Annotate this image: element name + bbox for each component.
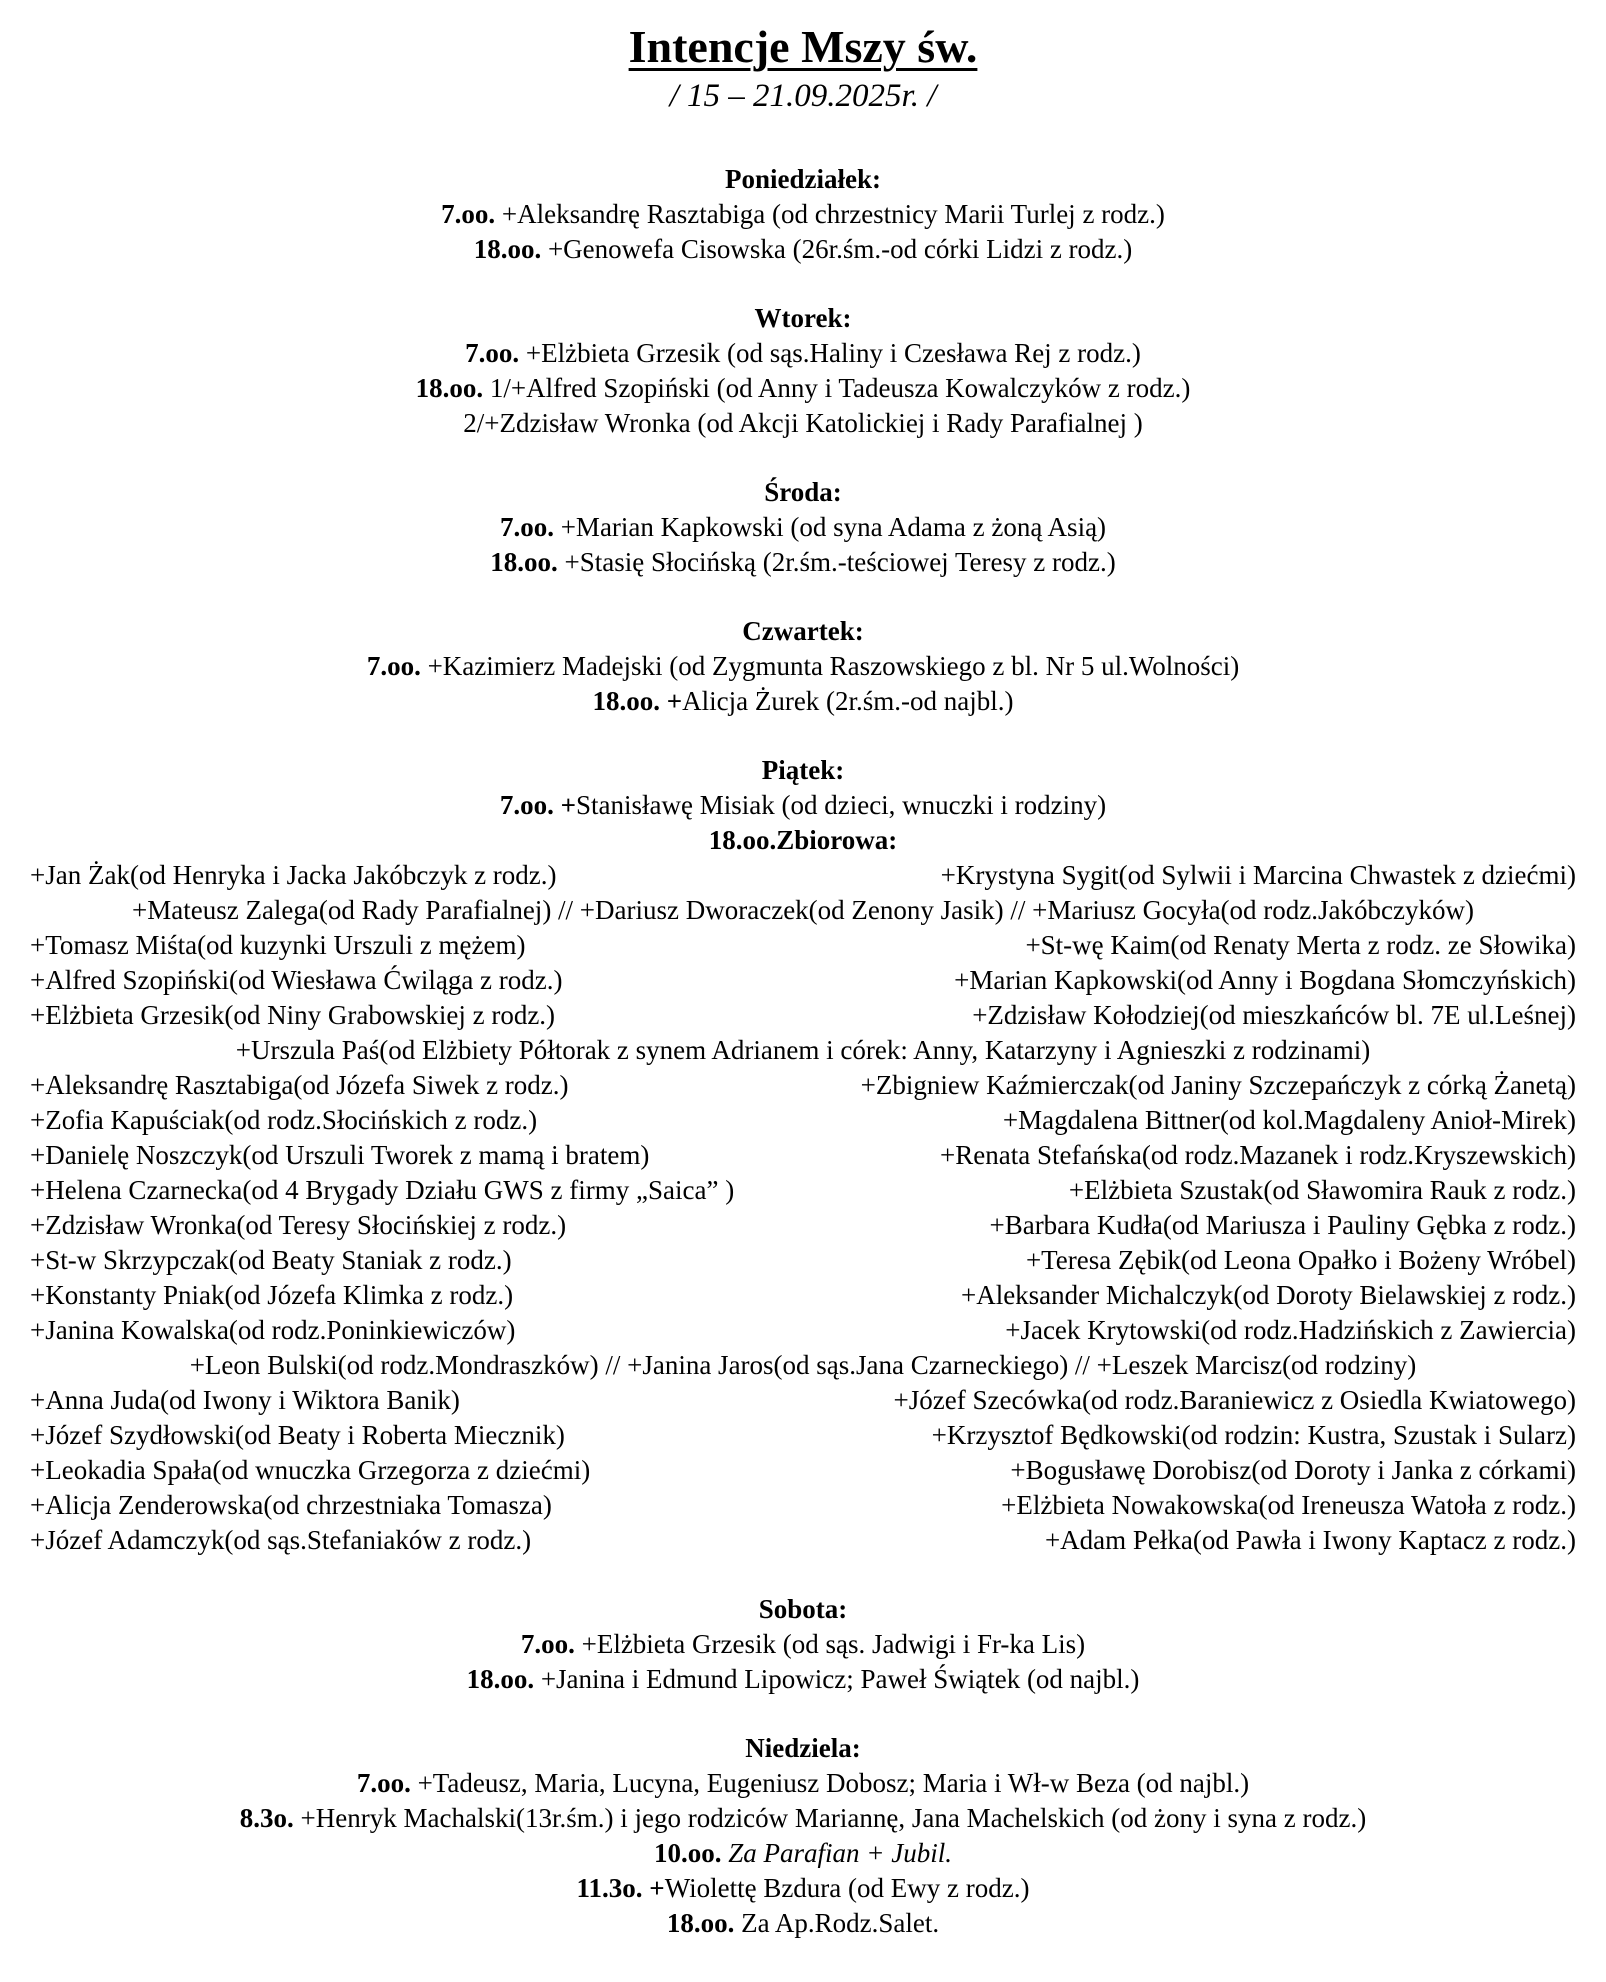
intention-text-right: +Jacek Krytowski(od rodz.Hadzińskich z Zawiercia) bbox=[1005, 1315, 1576, 1345]
intention-text-right: +Adam Pełka(od Pawła i Iwony Kaptacz z rodz.) bbox=[1044, 1525, 1576, 1555]
mass-entry: 7.oo. +Marian Kapkowski (od syna Adama z żoną Asią) bbox=[499, 512, 1107, 542]
day-heading-monday: Poniedziałek: bbox=[725, 164, 881, 194]
collective-intention-row bbox=[0, 998, 1606, 1033]
intention-text-left: +Danielę Noszczyk(od Urszuli Tworek z mamą i bratem) bbox=[30, 1140, 650, 1170]
intention-text-right: +Marian Kapkowski(od Anny i Bogdana Słomczyńskich) bbox=[954, 965, 1576, 995]
intention-text-left: +Alicja Zenderowska(od chrzestniaka Tomasza) bbox=[30, 1490, 552, 1520]
mass-entry: 7.oo. +Kazimierz Madejski (od Zygmunta Raszowskiego z bl. Nr 5 ul.Wolności) bbox=[366, 651, 1240, 681]
intention-text-left: +St-w Skrzypczak(od Beaty Staniak z rodz.) bbox=[30, 1245, 512, 1275]
page-title: Intencje Mszy św. bbox=[628, 21, 978, 72]
collective-intention-row bbox=[0, 928, 1606, 963]
mass-entry: 18.oo. Za Ap.Rodz.Salet. bbox=[666, 1908, 940, 1938]
collective-intention-row bbox=[0, 1383, 1606, 1418]
intention-text-right: +Aleksander Michalczyk(od Doroty Bielawskiej z rodz.) bbox=[960, 1280, 1576, 1310]
mass-entry: 18.oo. +Janina i Edmund Lipowicz; Paweł Świątek (od najbl.) bbox=[466, 1664, 1140, 1694]
collective-intention-row bbox=[0, 1033, 1606, 1068]
day-heading-wednesday: Środa: bbox=[764, 477, 842, 507]
intention-text: +Urszula Paś(od Elżbiety Półtorak z synem Adrianem i córek: Anny, Katarzyny i Agnieszki z rodzinami) bbox=[235, 1035, 1371, 1065]
intention-text-right: +St-wę Kaim(od Renaty Merta z rodz. ze Słowika) bbox=[1025, 930, 1576, 960]
collective-intention-row bbox=[0, 1278, 1606, 1313]
mass-entry: 18.oo. +Alicja Żurek (2r.śm.-od najbl.) bbox=[592, 686, 1014, 716]
intention-text-right: +Renata Stefańska(od rodz.Mazanek i rodz.Kryszewskich) bbox=[940, 1140, 1576, 1170]
mass-entry: 18.oo. 1/+Alfred Szopiński (od Anny i Tadeusza Kowalczyków z rodz.) bbox=[415, 373, 1191, 403]
mass-entry-continuation: 2/+Zdzisław Wronka (od Akcji Katolickiej i Rady Parafialnej ) bbox=[463, 408, 1143, 438]
intention-text-left: +Janina Kowalska(od rodz.Poninkiewiczów) bbox=[30, 1315, 516, 1345]
intention-text-left: +Jan Żak(od Henryka i Jacka Jakóbczyk z rodz.) bbox=[30, 860, 557, 890]
intention-text-left: +Józef Adamczyk(od sąs.Stefaniaków z rodz.) bbox=[30, 1525, 532, 1555]
intention-text-right: +Barbara Kudła(od Mariusza i Pauliny Gębka z rodz.) bbox=[989, 1210, 1576, 1240]
intention-text-right: +Józef Szecówka(od rodz.Baraniewicz z Osiedla Kwiatowego) bbox=[893, 1385, 1576, 1415]
intention-text-left: +Zofia Kapuściak(od rodz.Słocińskich z rodz.) bbox=[30, 1105, 538, 1135]
intention-text-right: +Elżbieta Szustak(od Sławomira Rauk z rodz.) bbox=[1068, 1175, 1576, 1205]
mass-entry: 7.oo. +Aleksandrę Rasztabiga (od chrzestnicy Marii Turlej z rodz.) bbox=[441, 199, 1165, 229]
mass-entry: 18.oo. +Stasię Słocińską (2r.śm.-teściowej Teresy z rodz.) bbox=[490, 547, 1116, 577]
intention-text-right: +Krzysztof Będkowski(od rodzin: Kustra, Szustak i Sularz) bbox=[931, 1420, 1576, 1450]
mass-entry: 11.3o. +Wiolettę Bzdura (od Ewy z rodz.) bbox=[576, 1873, 1030, 1903]
intention-text-left: +Aleksandrę Rasztabiga(od Józefa Siwek z rodz.) bbox=[30, 1070, 569, 1100]
day-heading-sunday: Niedziela: bbox=[745, 1733, 861, 1763]
mass-entry: 7.oo. +Elżbieta Grzesik (od sąs. Jadwigi i Fr-ka Lis) bbox=[520, 1629, 1086, 1659]
intention-text-right: +Bogusławę Dorobisz(od Doroty i Janka z córkami) bbox=[1010, 1455, 1576, 1485]
intention-text: +Leon Bulski(od rodz.Mondraszków) // +Janina Jaros(od sąs.Jana Czarneckiego) // +Leszek Marcisz(od rodziny) bbox=[189, 1350, 1417, 1380]
day-heading-tuesday: Wtorek: bbox=[754, 303, 852, 333]
collective-intention-row bbox=[0, 1348, 1606, 1383]
intention-text-left: +Konstanty Pniak(od Józefa Klimka z rodz.) bbox=[30, 1280, 514, 1310]
collective-intention-row bbox=[0, 1488, 1606, 1523]
collective-mass-label: 18.oo.Zbiorowa: bbox=[708, 825, 898, 855]
intentions-list bbox=[0, 162, 1606, 1558]
mass-entry: 18.oo. +Genowefa Cisowska (26r.śm.-od córki Lidzi z rodz.) bbox=[473, 234, 1133, 264]
collective-intention-row bbox=[0, 963, 1606, 998]
mass-entry: 10.oo. Za Parafian + Jubil. bbox=[654, 1838, 952, 1868]
collective-intention-row bbox=[0, 1138, 1606, 1173]
date-range: / 15 – 21.09.2025r. / bbox=[669, 78, 937, 114]
mass-entry: 7.oo. +Tadeusz, Maria, Lucyna, Eugeniusz Dobosz; Maria i Wł-w Beza (od najbl.) bbox=[356, 1768, 1250, 1798]
collective-intention-row bbox=[0, 893, 1606, 928]
intention-text-left: +Zdzisław Wronka(od Teresy Słocińskiej z rodz.) bbox=[30, 1210, 567, 1240]
collective-intention-row bbox=[0, 1418, 1606, 1453]
day-heading-saturday: Sobota: bbox=[758, 1594, 848, 1624]
collective-intention-row bbox=[0, 1208, 1606, 1243]
weekend-intentions bbox=[0, 1592, 1606, 1941]
collective-intention-row bbox=[0, 858, 1606, 893]
collective-intention-row bbox=[0, 1453, 1606, 1488]
day-heading-friday: Piątek: bbox=[761, 755, 845, 785]
intention-text-right: +Zbigniew Kaźmierczak(od Janiny Szczepańczyk z córką Żanetą) bbox=[860, 1070, 1576, 1100]
collective-intention-row bbox=[0, 1243, 1606, 1278]
collective-intention-row bbox=[0, 1523, 1606, 1558]
intention-text-left: +Tomasz Miśta(od kuzynki Urszuli z mężem) bbox=[30, 930, 526, 960]
intention-text-left: +Elżbieta Grzesik(od Niny Grabowskiej z rodz.) bbox=[30, 1000, 556, 1030]
intention-text-left: +Helena Czarnecka(od 4 Brygady Działu GWS z firmy „Saica” ) bbox=[30, 1175, 735, 1205]
intention-text-right: +Krystyna Sygit(od Sylwii i Marcina Chwastek z dziećmi) bbox=[940, 860, 1576, 890]
collective-intention-row bbox=[0, 1173, 1606, 1208]
collective-intentions bbox=[0, 858, 1606, 1558]
collective-intention-row bbox=[0, 1313, 1606, 1348]
mass-entry: 7.oo. +Elżbieta Grzesik (od sąs.Haliny i Czesława Rej z rodz.) bbox=[465, 338, 1141, 368]
intention-text-left: +Alfred Szopiński(od Wiesława Ćwiląga z rodz.) bbox=[30, 965, 563, 995]
intention-text-left: +Leokadia Spała(od wnuczka Grzegorza z dziećmi) bbox=[30, 1455, 591, 1485]
intention-text-right: +Teresa Zębik(od Leona Opałko i Bożeny Wróbel) bbox=[1025, 1245, 1576, 1275]
mass-entry: 8.3o. +Henryk Machalski(13r.śm.) i jego rodziców Mariannę, Jana Machelskich (od żony i syna z rodz.) bbox=[239, 1803, 1367, 1833]
intention-text: +Mateusz Zalega(od Rady Parafialnej) // +Dariusz Dworaczek(od Zenony Jasik) // +Mariusz Gocyła(od rodz.Jakóbczyków) bbox=[132, 895, 1474, 925]
intention-text-right: +Zdzisław Kołodziej(od mieszkańców bl. 7E ul.Leśnej) bbox=[972, 1000, 1576, 1030]
intention-text-right: +Elżbieta Nowakowska(od Ireneusza Watoła z rodz.) bbox=[1001, 1490, 1576, 1520]
intention-text-right: +Magdalena Bittner(od kol.Magdaleny Anioł-Mirek) bbox=[1002, 1105, 1576, 1135]
mass-entry: 7.oo. +Stanisławę Misiak (od dzieci, wnuczki i rodziny) bbox=[499, 790, 1107, 820]
intention-text-left: +Józef Szydłowski(od Beaty i Roberta Miecznik) bbox=[30, 1420, 565, 1450]
day-heading-thursday: Czwartek: bbox=[742, 616, 864, 646]
collective-intention-row bbox=[0, 1103, 1606, 1138]
intention-text-left: +Anna Juda(od Iwony i Wiktora Banik) bbox=[30, 1385, 460, 1415]
collective-intention-row bbox=[0, 1068, 1606, 1103]
